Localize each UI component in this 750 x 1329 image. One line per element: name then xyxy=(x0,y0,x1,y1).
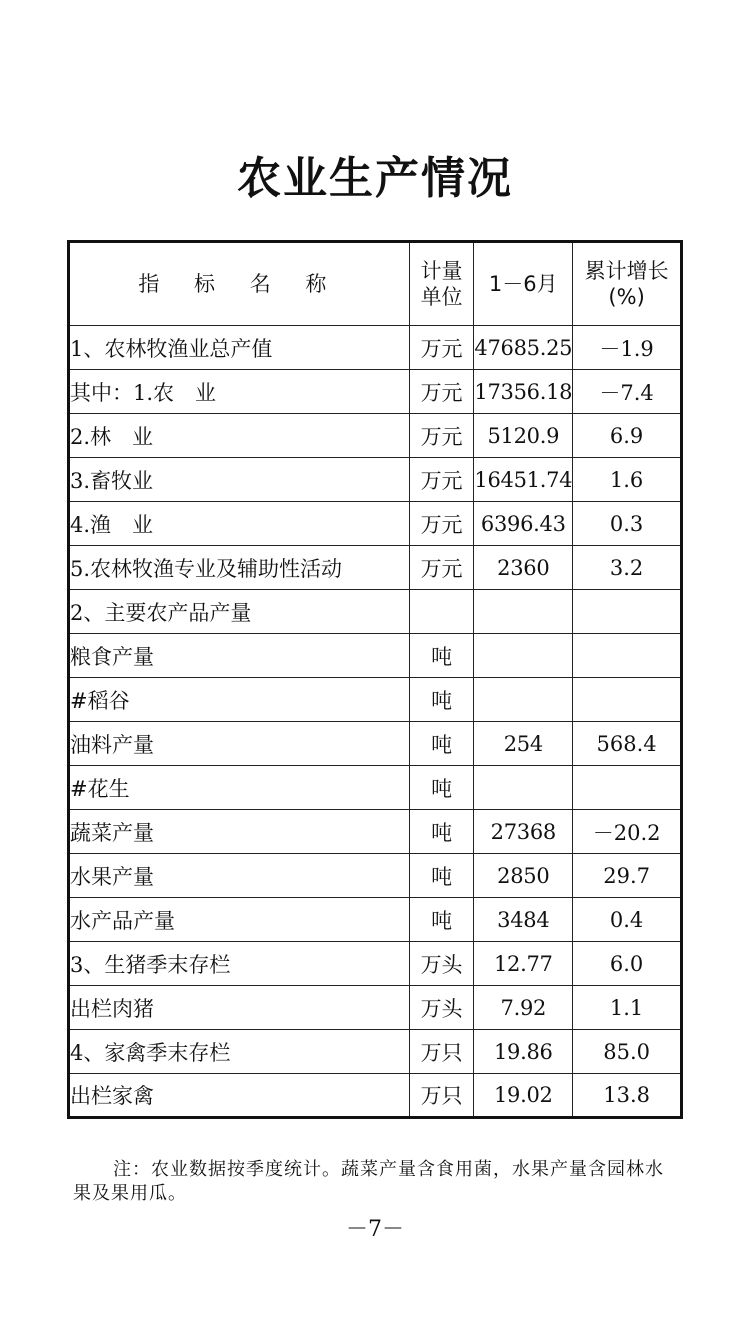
header-growth-line2: (%) xyxy=(608,285,645,309)
row-name-cell: 4、家禽季末存栏 xyxy=(69,1030,410,1074)
table-row xyxy=(69,678,682,722)
row-growth-cell: 0.4 xyxy=(573,898,682,942)
row-name-cell: 5.农林牧渔专业及辅助性活动 xyxy=(69,546,410,590)
row-growth-cell xyxy=(573,634,682,678)
row-growth-cell: 85.0 xyxy=(573,1030,682,1074)
row-growth-cell: －7.4 xyxy=(573,370,682,414)
row-unit-cell: 万元 xyxy=(409,502,474,546)
row-name-cell: 4.渔 业 xyxy=(69,502,410,546)
row-name-cell: 3.畜牧业 xyxy=(69,458,410,502)
row-value-cell: 17356.18 xyxy=(474,370,573,414)
table-row xyxy=(69,546,682,590)
row-growth-cell xyxy=(573,590,682,634)
row-growth-cell: 1.6 xyxy=(573,458,682,502)
table-row xyxy=(69,414,682,458)
row-value-cell: 2360 xyxy=(474,546,573,590)
page-number: －7－ xyxy=(346,1217,404,1242)
row-value-cell: 254 xyxy=(474,722,573,766)
row-name-cell: 出栏家禽 xyxy=(69,1074,410,1118)
row-name-cell: 2.林 业 xyxy=(69,414,410,458)
row-unit-cell: 万头 xyxy=(409,942,474,986)
row-growth-cell: 29.7 xyxy=(573,854,682,898)
table-body xyxy=(69,326,682,1118)
row-unit-cell: 万元 xyxy=(409,414,474,458)
header-period: 1－6月 xyxy=(474,242,573,326)
row-value-cell: 16451.74 xyxy=(474,458,573,502)
row-value-cell: 47685.25 xyxy=(474,326,573,370)
row-name-cell: 蔬菜产量 xyxy=(69,810,410,854)
table-row xyxy=(69,502,682,546)
row-name-cell: 粮食产量 xyxy=(69,634,410,678)
row-growth-cell: 0.3 xyxy=(573,502,682,546)
table-row xyxy=(69,942,682,986)
header-unit xyxy=(409,242,474,326)
row-unit-cell: 万头 xyxy=(409,986,474,1030)
row-unit-cell: 吨 xyxy=(409,634,474,678)
row-value-cell xyxy=(474,766,573,810)
row-growth-cell xyxy=(573,766,682,810)
row-name-cell: 出栏肉猪 xyxy=(69,986,410,1030)
row-unit-cell: 吨 xyxy=(409,678,474,722)
table-row xyxy=(69,810,682,854)
row-value-cell xyxy=(474,634,573,678)
row-name-cell: 2、主要农产品产量 xyxy=(69,590,410,634)
row-value-cell: 12.77 xyxy=(474,942,573,986)
row-unit-cell: 万元 xyxy=(409,370,474,414)
table-row xyxy=(69,370,682,414)
table-row xyxy=(69,1030,682,1074)
row-unit-cell: 万元 xyxy=(409,458,474,502)
row-growth-cell: 3.2 xyxy=(573,546,682,590)
header-unit-line1: 计量 xyxy=(420,258,463,283)
table-row xyxy=(69,458,682,502)
row-value-cell: 6396.43 xyxy=(474,502,573,546)
row-name-cell: 3、生猪季末存栏 xyxy=(69,942,410,986)
row-growth-cell: 1.1 xyxy=(573,986,682,1030)
row-value-cell: 19.02 xyxy=(474,1074,573,1118)
row-growth-cell xyxy=(573,678,682,722)
table-row xyxy=(69,722,682,766)
table-row xyxy=(69,898,682,942)
footnote: 注：农业数据按季度统计。蔬菜产量含食用菌，水果产量含园林水果及果用瓜。 xyxy=(73,1159,664,1204)
row-growth-cell: 6.9 xyxy=(573,414,682,458)
row-value-cell: 19.86 xyxy=(474,1030,573,1074)
row-unit-cell xyxy=(409,590,474,634)
row-name-cell: #花生 xyxy=(69,766,410,810)
row-unit-cell: 吨 xyxy=(409,766,474,810)
row-growth-cell: 13.8 xyxy=(573,1074,682,1118)
row-unit-cell: 吨 xyxy=(409,810,474,854)
row-value-cell: 2850 xyxy=(474,854,573,898)
row-growth-cell: 6.0 xyxy=(573,942,682,986)
row-growth-cell: 568.4 xyxy=(573,722,682,766)
header-growth xyxy=(573,242,682,326)
row-unit-cell: 万元 xyxy=(409,326,474,370)
table-row xyxy=(69,766,682,810)
row-value-cell: 5120.9 xyxy=(474,414,573,458)
row-unit-cell: 吨 xyxy=(409,898,474,942)
row-unit-cell: 吨 xyxy=(409,854,474,898)
row-growth-cell: －1.9 xyxy=(573,326,682,370)
row-value-cell: 3484 xyxy=(474,898,573,942)
row-value-cell xyxy=(474,590,573,634)
row-name-cell: 1、农林牧渔业总产值 xyxy=(69,326,410,370)
row-unit-cell: 万只 xyxy=(409,1074,474,1118)
row-name-cell: 水产品产量 xyxy=(69,898,410,942)
table-row xyxy=(69,986,682,1030)
table-row xyxy=(69,590,682,634)
table-row xyxy=(69,634,682,678)
row-value-cell: 27368 xyxy=(474,810,573,854)
row-name-cell: 水果产量 xyxy=(69,854,410,898)
table-header-row xyxy=(69,242,682,326)
row-unit-cell: 万只 xyxy=(409,1030,474,1074)
page-title: 农业生产情况 xyxy=(237,153,513,204)
row-value-cell xyxy=(474,678,573,722)
table-row xyxy=(69,326,682,370)
row-unit-cell: 吨 xyxy=(409,722,474,766)
header-growth-line1: 累计增长 xyxy=(584,258,669,283)
row-name-cell: 其中：1.农 业 xyxy=(69,370,410,414)
row-value-cell: 7.92 xyxy=(474,986,573,1030)
table-row xyxy=(69,854,682,898)
row-name-cell: 油料产量 xyxy=(69,722,410,766)
row-growth-cell: －20.2 xyxy=(573,810,682,854)
row-name-cell: #稻谷 xyxy=(69,678,410,722)
header-unit-line2: 单位 xyxy=(420,285,463,309)
agriculture-table xyxy=(67,240,683,1119)
table-row xyxy=(69,1074,682,1118)
header-indicator-name: 指 标 名 称 xyxy=(69,242,410,326)
row-unit-cell: 万元 xyxy=(409,546,474,590)
